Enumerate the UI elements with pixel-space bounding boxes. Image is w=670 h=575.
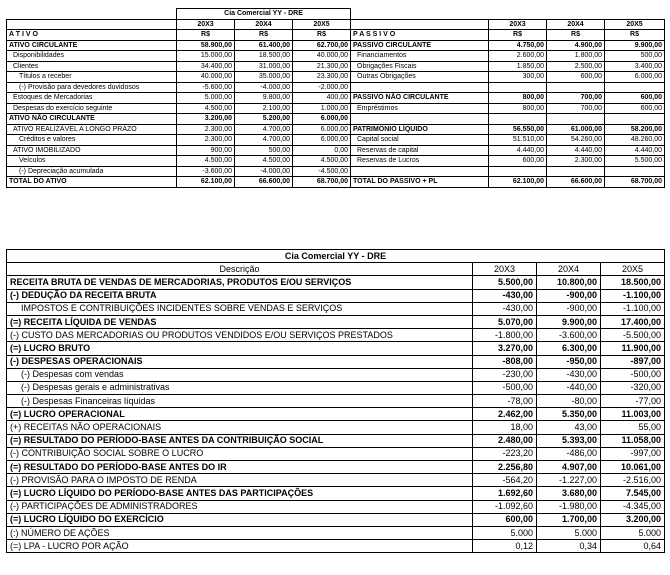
liability-value: 800,00 bbox=[489, 93, 547, 104]
asset-label: Disponibilidades bbox=[7, 51, 177, 62]
asset-value: 0,00 bbox=[293, 145, 351, 156]
dre-value: 5.500,00 bbox=[473, 276, 537, 289]
dre-description: (=) RESULTADO DO PERÍODO-BASE ANTES DA CONTRIBUIÇÃO SOCIAL bbox=[7, 434, 473, 447]
liability-value bbox=[489, 166, 547, 177]
asset-value: 9.800,00 bbox=[235, 93, 293, 104]
dre-description: (-) Despesas gerais e administrativas bbox=[7, 381, 473, 394]
liability-value: 6.000,00 bbox=[605, 72, 665, 83]
asset-value: 34.400,00 bbox=[177, 61, 235, 72]
dre-year-2: 20X4 bbox=[537, 263, 601, 276]
balance-sheet-title: Cia Comercial YY - DRE bbox=[177, 9, 351, 20]
liability-label: Capital social bbox=[351, 135, 489, 146]
dre-value: 5.393,00 bbox=[537, 434, 601, 447]
dre-description: RECEITA BRUTA DE VENDAS DE MERCADORIAS, PRODUTOS E/OU SERVIÇOS bbox=[7, 276, 473, 289]
liability-label bbox=[351, 114, 489, 125]
dre-value: 5.000 bbox=[537, 526, 601, 539]
dre-value: 6.300,00 bbox=[537, 342, 601, 355]
asset-value: 6.000,00 bbox=[293, 135, 351, 146]
dre-value: -2.516,00 bbox=[601, 474, 665, 487]
asset-value: 23.300,00 bbox=[293, 72, 351, 83]
bal-currency-right-1: R$ bbox=[489, 30, 547, 41]
dre-description: (=) LUCRO LÍQUIDO DO EXERCÍCIO bbox=[7, 513, 473, 526]
dre-value: -320,00 bbox=[601, 381, 665, 394]
asset-value: 5.000,00 bbox=[177, 93, 235, 104]
asset-value: 4.700,00 bbox=[235, 124, 293, 135]
dre-value: -950,00 bbox=[537, 355, 601, 368]
dre-description: (=) RESULTADO DO PERÍODO-BASE ANTES DO IR bbox=[7, 461, 473, 474]
asset-value: 15.000,00 bbox=[177, 51, 235, 62]
dre-value: -77,00 bbox=[601, 395, 665, 408]
liability-label: PASSIVO CIRCULANTE bbox=[351, 40, 489, 51]
liability-label: Financiamentos bbox=[351, 51, 489, 62]
liability-value: 1.800,00 bbox=[547, 51, 605, 62]
liability-value bbox=[547, 114, 605, 125]
liability-value: 600,00 bbox=[547, 72, 605, 83]
liability-value: 54.260,00 bbox=[547, 135, 605, 146]
dre-value: -440,00 bbox=[537, 381, 601, 394]
dre-value: 2.480,00 bbox=[473, 434, 537, 447]
liability-label: TOTAL DO PASSIVO + PL bbox=[351, 177, 489, 188]
dre-value: 3.200,00 bbox=[601, 513, 665, 526]
dre-value: 1.700,00 bbox=[537, 513, 601, 526]
dre-value: -900,00 bbox=[537, 302, 601, 315]
liability-value bbox=[547, 82, 605, 93]
balance-row bbox=[7, 72, 665, 83]
dre-description: IMPOSTOS E CONTRIBUIÇÕES INCIDENTES SOBRE VENDAS E SERVIÇOS bbox=[7, 302, 473, 315]
dre-description: (-) PARTICIPAÇÕES DE ADMINISTRADORES bbox=[7, 500, 473, 513]
balance-row bbox=[7, 135, 665, 146]
dre-table bbox=[6, 249, 665, 553]
dre-value: 11.900,00 bbox=[601, 342, 665, 355]
dre-value: -78,00 bbox=[473, 395, 537, 408]
dre-value: 5.000 bbox=[473, 526, 537, 539]
liability-label: PATRIMÔNIO LÍQUIDO bbox=[351, 124, 489, 135]
dre-description: (-) DESPESAS OPERACIONAIS bbox=[7, 355, 473, 368]
asset-value: -4.500,00 bbox=[293, 166, 351, 177]
assets-header: A T I V O bbox=[7, 30, 177, 41]
dre-value: -486,00 bbox=[537, 447, 601, 460]
dre-description: (-) CUSTO DAS MERCADORIAS OU PRODUTOS VENDIDOS E/OU SERVIÇOS PRESTADOS bbox=[7, 329, 473, 342]
liability-value: 9.900,00 bbox=[605, 40, 665, 51]
dre-row bbox=[7, 315, 665, 328]
bal-year-left-3: 20X5 bbox=[293, 19, 351, 30]
bal-year-right-3: 20X5 bbox=[605, 19, 665, 30]
liability-label: Reservas de capital bbox=[351, 145, 489, 156]
asset-label: Créditos e valores bbox=[7, 135, 177, 146]
balance-row bbox=[7, 40, 665, 51]
dre-value: -808,00 bbox=[473, 355, 537, 368]
liability-label bbox=[351, 166, 489, 177]
dre-row bbox=[7, 408, 665, 421]
asset-value: 500,00 bbox=[235, 145, 293, 156]
asset-value: -4.000,00 bbox=[235, 166, 293, 177]
dre-value: 0,34 bbox=[537, 540, 601, 553]
dre-description: (-) CONTRIBUIÇÃO SOCIAL SOBRE O LUCRO bbox=[7, 447, 473, 460]
liability-value: 68.700,00 bbox=[605, 177, 665, 188]
liability-value: 2.600,00 bbox=[489, 51, 547, 62]
asset-value: -2.000,00 bbox=[293, 82, 351, 93]
liability-value: 700,00 bbox=[547, 103, 605, 114]
liability-value: 4.440,00 bbox=[605, 145, 665, 156]
liability-value bbox=[605, 82, 665, 93]
liability-value: 2.300,00 bbox=[547, 156, 605, 167]
asset-value: 66.600,00 bbox=[235, 177, 293, 188]
balance-row bbox=[7, 124, 665, 135]
dre-value: -223,20 bbox=[473, 447, 537, 460]
liability-value: 66.600,00 bbox=[547, 177, 605, 188]
balance-row bbox=[7, 51, 665, 62]
dre-description: (:) NÚMERO DE AÇÕES bbox=[7, 526, 473, 539]
dre-value: 55,00 bbox=[601, 421, 665, 434]
dre-value: 5.350,00 bbox=[537, 408, 601, 421]
liability-value bbox=[489, 82, 547, 93]
liability-value: 51.510,00 bbox=[489, 135, 547, 146]
asset-value: 62.100,00 bbox=[177, 177, 235, 188]
asset-value: 400,00 bbox=[293, 93, 351, 104]
liability-value: 3.400,00 bbox=[605, 61, 665, 72]
dre-description: (-) Despesas com vendas bbox=[7, 368, 473, 381]
asset-value: 62.700,00 bbox=[293, 40, 351, 51]
dre-value: -900,00 bbox=[537, 289, 601, 302]
asset-value: -4.000,00 bbox=[235, 82, 293, 93]
dre-value: 0,12 bbox=[473, 540, 537, 553]
liability-value: 700,00 bbox=[547, 93, 605, 104]
balance-row bbox=[7, 145, 665, 156]
liability-value: 4.900,00 bbox=[547, 40, 605, 51]
asset-value: 18.500,00 bbox=[235, 51, 293, 62]
liability-value: 500,00 bbox=[605, 51, 665, 62]
dre-row bbox=[7, 526, 665, 539]
asset-value: 40.000,00 bbox=[177, 72, 235, 83]
asset-label: Clientes bbox=[7, 61, 177, 72]
liability-value: 61.000,00 bbox=[547, 124, 605, 135]
liability-value: 1.850,00 bbox=[489, 61, 547, 72]
balance-row bbox=[7, 82, 665, 93]
dre-row bbox=[7, 342, 665, 355]
asset-value: 5.200,00 bbox=[235, 114, 293, 125]
dre-value: 43,00 bbox=[537, 421, 601, 434]
dre-description: (=) LUCRO OPERACIONAL bbox=[7, 408, 473, 421]
balance-row bbox=[7, 156, 665, 167]
asset-value: -3.600,00 bbox=[177, 166, 235, 177]
dre-value: -897,00 bbox=[601, 355, 665, 368]
balance-row bbox=[7, 61, 665, 72]
dre-row bbox=[7, 540, 665, 553]
asset-label: ATIVO NÃO CIRCULANTE bbox=[7, 114, 177, 125]
dre-row bbox=[7, 474, 665, 487]
asset-label: ATIVO CIRCULANTE bbox=[7, 40, 177, 51]
bal-year-right-1: 20X3 bbox=[489, 19, 547, 30]
dre-desc-header: Descrição bbox=[7, 263, 473, 276]
liability-value bbox=[605, 114, 665, 125]
dre-value: -4.345,00 bbox=[601, 500, 665, 513]
liability-value: 4.440,00 bbox=[547, 145, 605, 156]
dre-row bbox=[7, 355, 665, 368]
asset-label: (-) Depreciação acumulada bbox=[7, 166, 177, 177]
dre-value: 18.500,00 bbox=[601, 276, 665, 289]
asset-value: 4.500,00 bbox=[177, 156, 235, 167]
liability-value: 4.440,00 bbox=[489, 145, 547, 156]
dre-value: -564,20 bbox=[473, 474, 537, 487]
bal-currency-right-2: R$ bbox=[547, 30, 605, 41]
liability-value: 600,00 bbox=[605, 93, 665, 104]
dre-year-1: 20X3 bbox=[473, 263, 537, 276]
dre-row bbox=[7, 434, 665, 447]
balance-row bbox=[7, 103, 665, 114]
liability-value: 58.200,00 bbox=[605, 124, 665, 135]
dre-row bbox=[7, 329, 665, 342]
asset-value: 35.000,00 bbox=[235, 72, 293, 83]
asset-value: 2.300,00 bbox=[177, 135, 235, 146]
dre-value: 2.256,80 bbox=[473, 461, 537, 474]
dre-row bbox=[7, 302, 665, 315]
dre-row bbox=[7, 513, 665, 526]
bal-currency-left-1: R$ bbox=[177, 30, 235, 41]
asset-value: 4.500,00 bbox=[293, 156, 351, 167]
dre-value: -1.980,00 bbox=[537, 500, 601, 513]
liabilities-header: P A S S I V O bbox=[351, 30, 489, 41]
asset-value: 2.100,00 bbox=[235, 103, 293, 114]
dre-row bbox=[7, 381, 665, 394]
asset-label: ATIVO IMOBILIZADO bbox=[7, 145, 177, 156]
dre-row bbox=[7, 500, 665, 513]
liability-value: 62.100,00 bbox=[489, 177, 547, 188]
dre-value: 3.270,00 bbox=[473, 342, 537, 355]
dre-value: 1.692,60 bbox=[473, 487, 537, 500]
dre-description: (=) LUCRO BRUTO bbox=[7, 342, 473, 355]
asset-value: 4.500,00 bbox=[235, 156, 293, 167]
liability-label bbox=[351, 82, 489, 93]
dre-value: 18,00 bbox=[473, 421, 537, 434]
dre-value: 600,00 bbox=[473, 513, 537, 526]
dre-value: 3.680,00 bbox=[537, 487, 601, 500]
dre-row bbox=[7, 461, 665, 474]
dre-value: 11.058,00 bbox=[601, 434, 665, 447]
liability-value bbox=[605, 166, 665, 177]
asset-value: 6.000,00 bbox=[293, 124, 351, 135]
dre-value: 10.061,00 bbox=[601, 461, 665, 474]
asset-value: -5.600,00 bbox=[177, 82, 235, 93]
asset-label: Estoques de Mercadorias bbox=[7, 93, 177, 104]
dre-value: -5.500,00 bbox=[601, 329, 665, 342]
dre-value: -1.800,00 bbox=[473, 329, 537, 342]
liability-label: Empréstimos bbox=[351, 103, 489, 114]
asset-value: 2.300,00 bbox=[177, 124, 235, 135]
dre-row bbox=[7, 289, 665, 302]
dre-value: -3.600,00 bbox=[537, 329, 601, 342]
dre-description: (+) RECEITAS NÃO OPERACIONAIS bbox=[7, 421, 473, 434]
dre-row bbox=[7, 368, 665, 381]
liability-value: 56.550,00 bbox=[489, 124, 547, 135]
dre-value: -1.100,00 bbox=[601, 302, 665, 315]
dre-value: 5.070,00 bbox=[473, 315, 537, 328]
dre-title: Cia Comercial YY - DRE bbox=[7, 250, 665, 263]
dre-row bbox=[7, 447, 665, 460]
dre-value: -430,00 bbox=[537, 368, 601, 381]
asset-value: 40.000,00 bbox=[293, 51, 351, 62]
asset-value: 4.500,00 bbox=[177, 103, 235, 114]
dre-row bbox=[7, 395, 665, 408]
dre-value: 4.907,00 bbox=[537, 461, 601, 474]
liability-value: 4.750,00 bbox=[489, 40, 547, 51]
bal-currency-right-3: R$ bbox=[605, 30, 665, 41]
bal-currency-left-3: R$ bbox=[293, 30, 351, 41]
dre-value: 17.400,00 bbox=[601, 315, 665, 328]
bal-currency-left-2: R$ bbox=[235, 30, 293, 41]
asset-label: Despesas do exercício seguinte bbox=[7, 103, 177, 114]
dre-value: -997,00 bbox=[601, 447, 665, 460]
liability-label: Outras Obrigações bbox=[351, 72, 489, 83]
asset-value: 68.700,00 bbox=[293, 177, 351, 188]
liability-label: PASSIVO NÃO CIRCULANTE bbox=[351, 93, 489, 104]
asset-value: 900,00 bbox=[177, 145, 235, 156]
liability-value: 800,00 bbox=[489, 103, 547, 114]
balance-row bbox=[7, 114, 665, 125]
liability-value: 600,00 bbox=[489, 156, 547, 167]
asset-value: 4.700,00 bbox=[235, 135, 293, 146]
asset-value: 6.000,00 bbox=[293, 114, 351, 125]
dre-description: (-) DEDUÇÃO DA RECEITA BRUTA bbox=[7, 289, 473, 302]
dre-value: -430,00 bbox=[473, 289, 537, 302]
asset-label: Títulos a receber bbox=[7, 72, 177, 83]
dre-value: -1.100,00 bbox=[601, 289, 665, 302]
dre-value: 7.545,00 bbox=[601, 487, 665, 500]
dre-value: -430,00 bbox=[473, 302, 537, 315]
balance-row bbox=[7, 166, 665, 177]
asset-value: 3.200,00 bbox=[177, 114, 235, 125]
asset-value: 21.300,00 bbox=[293, 61, 351, 72]
asset-label: Veículos bbox=[7, 156, 177, 167]
liability-value bbox=[489, 114, 547, 125]
dre-value: -1.227,00 bbox=[537, 474, 601, 487]
dre-value: 9.900,00 bbox=[537, 315, 601, 328]
dre-value: 2.462,00 bbox=[473, 408, 537, 421]
bal-year-left-2: 20X4 bbox=[235, 19, 293, 30]
balance-row bbox=[7, 177, 665, 188]
dre-value: -500,00 bbox=[601, 368, 665, 381]
dre-value: 0,64 bbox=[601, 540, 665, 553]
dre-year-3: 20X5 bbox=[601, 263, 665, 276]
dre-row bbox=[7, 487, 665, 500]
dre-description: (=) RECEITA LÍQUIDA DE VENDAS bbox=[7, 315, 473, 328]
asset-value: 1.000,00 bbox=[293, 103, 351, 114]
asset-label: (-) Provisão para devedores duvidosos bbox=[7, 82, 177, 93]
asset-label: TOTAL DO ATIVO bbox=[7, 177, 177, 188]
dre-value: 10.800,00 bbox=[537, 276, 601, 289]
dre-value: -1.092,60 bbox=[473, 500, 537, 513]
bal-year-left-1: 20X3 bbox=[177, 19, 235, 30]
liability-label: Obrigações Fiscais bbox=[351, 61, 489, 72]
dre-row bbox=[7, 276, 665, 289]
asset-value: 31.000,00 bbox=[235, 61, 293, 72]
asset-value: 61.400,00 bbox=[235, 40, 293, 51]
balance-sheet-table bbox=[6, 8, 665, 188]
liability-label: Reservas de Lucros bbox=[351, 156, 489, 167]
balance-row bbox=[7, 93, 665, 104]
dre-value: -80,00 bbox=[537, 395, 601, 408]
dre-value: -500,00 bbox=[473, 381, 537, 394]
dre-description: (=) LUCRO LÍQUIDO DO PERÍODO-BASE ANTES DAS PARTICIPAÇÕES bbox=[7, 487, 473, 500]
liability-value bbox=[547, 166, 605, 177]
dre-value: -230,00 bbox=[473, 368, 537, 381]
dre-value: 5.000 bbox=[601, 526, 665, 539]
liability-value: 600,00 bbox=[605, 103, 665, 114]
liability-value: 300,00 bbox=[489, 72, 547, 83]
bal-year-right-2: 20X4 bbox=[547, 19, 605, 30]
liability-value: 5.500,00 bbox=[605, 156, 665, 167]
liability-value: 2.500,00 bbox=[547, 61, 605, 72]
dre-value: 11.003,00 bbox=[601, 408, 665, 421]
asset-value: 58.900,00 bbox=[177, 40, 235, 51]
asset-label: ATIVO REALIZÁVEL A LONGO PRAZO bbox=[7, 124, 177, 135]
liability-value: 48.260,00 bbox=[605, 135, 665, 146]
dre-description: (=) LPA - LUCRO POR AÇÃO bbox=[7, 540, 473, 553]
dre-description: (-) PROVISÃO PARA O IMPOSTO DE RENDA bbox=[7, 474, 473, 487]
dre-row bbox=[7, 421, 665, 434]
dre-description: (-) Despesas Financeiras líquidas bbox=[7, 395, 473, 408]
